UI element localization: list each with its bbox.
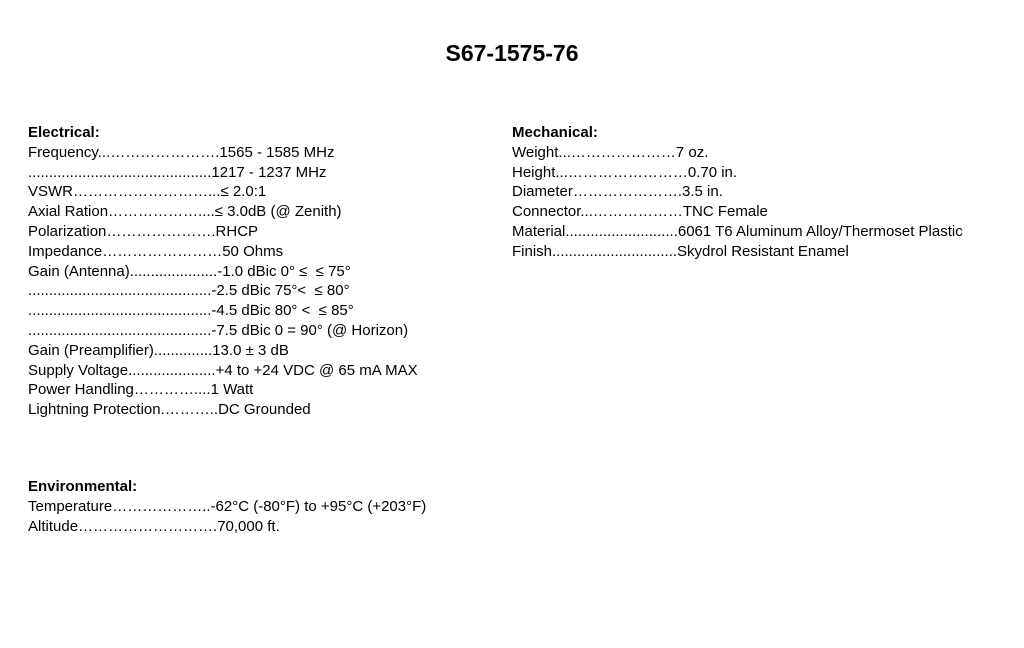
electrical-row-gain-preamplifier: Gain (Preamplifier)..............13.0 ± 3 dB xyxy=(28,341,289,359)
mechanical-row-connector: Connector...………………TNC Female xyxy=(512,203,768,221)
electrical-section xyxy=(28,123,418,420)
environmental-row-altitude: Altitude……………………….70,000 ft. xyxy=(28,517,280,535)
electrical-row-gain-antenna-2: ............................................-2.5 dBic 75°< ≤ 80° xyxy=(28,282,350,300)
electrical-row-impedance: Impedance……………………50 Ohms xyxy=(28,242,284,260)
mechanical-row-diameter: Diameter………………….3.5 in. xyxy=(512,183,723,201)
electrical-row-axial-ratio: Axial Ration………………....≤ 3.0dB (@ Zenith) xyxy=(28,203,342,221)
mechanical-row-weight: Weight...…………………7 oz. xyxy=(512,143,709,161)
electrical-row-supply-voltage: Supply Voltage.....................+4 to +24 VDC @ 65 mA MAX xyxy=(28,361,418,379)
electrical-row-lightning-protection: Lightning Protection.………..DC Grounded xyxy=(28,401,311,419)
environmental-section xyxy=(28,477,426,536)
electrical-row-polarization: Polarization………………….RHCP xyxy=(28,222,259,240)
electrical-row-vswr: VSWR………………………...≤ 2.0:1 xyxy=(28,183,267,201)
electrical-heading: Electrical: xyxy=(28,124,100,141)
environmental-row-temperature: Temperature………………..-62°C (-80°F) to +95°C (+203°F) xyxy=(28,497,427,515)
mechanical-heading: Mechanical: xyxy=(512,124,598,141)
mechanical-row-material: Material...........................6061 T6 Aluminum Alloy/Thermoset Plastic xyxy=(512,222,963,240)
electrical-row-power-handling: Power Handling…………....1 Watt xyxy=(28,381,254,399)
mechanical-row-finish: Finish..............................Skydrol Resistant Enamel xyxy=(512,242,849,260)
electrical-row-frequency-2: ............................................1217 - 1237 MHz xyxy=(28,163,327,181)
electrical-row-frequency: Frequency...………………….1565 - 1585 MHz xyxy=(28,143,335,161)
electrical-row-gain-antenna-4: ............................................-7.5 dBic 0 = 90° (@ Horizon) xyxy=(28,321,409,339)
electrical-row-gain-antenna-3: ............................................-4.5 dBic 80° < ≤ 85° xyxy=(28,302,354,320)
electrical-row-gain-antenna: Gain (Antenna).....................-1.0 dBic 0° ≤ ≤ 75° xyxy=(28,262,351,280)
page-title: S67-1575-76 xyxy=(445,40,579,66)
mechanical-row-height: Height...……………………0.70 in. xyxy=(512,163,738,181)
mechanical-section xyxy=(512,123,963,262)
environmental-heading: Environmental: xyxy=(28,478,138,495)
